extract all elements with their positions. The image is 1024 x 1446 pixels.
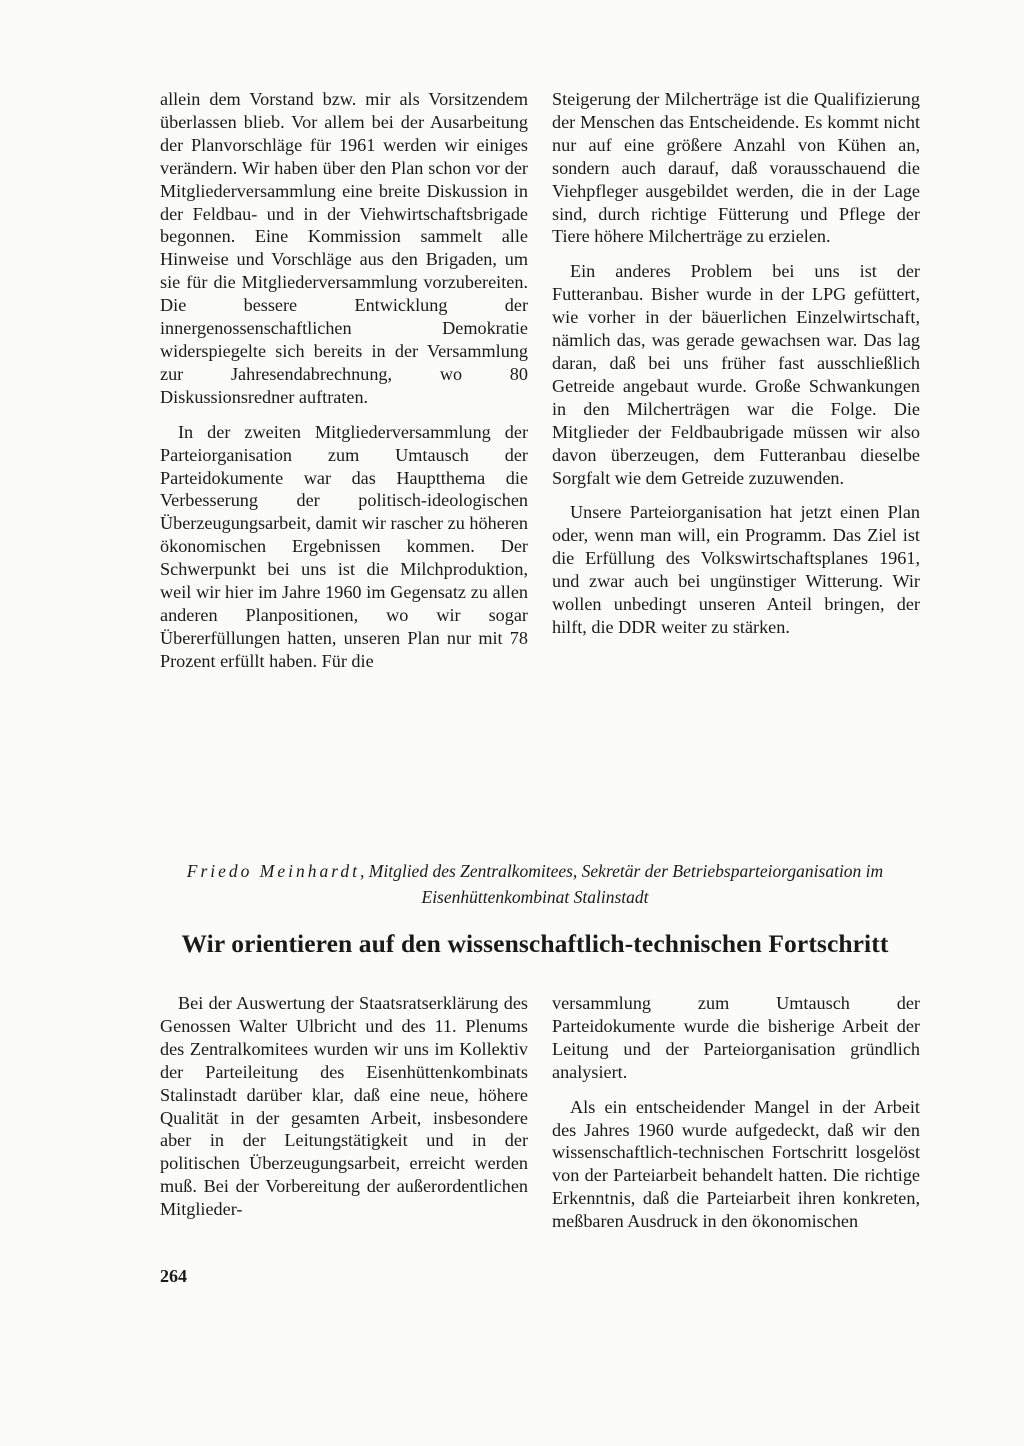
column-bottom-left [160,992,528,1233]
paragraph: Steigerung der Milcherträge ist die Qualifizierung der Menschen das Entscheidende. Es kommt nicht nur auf eine größere Anzahl von Kühen an, sondern auch darauf, daß vorausschauend die Viehpfleger ausgebildet werden, die in der Lage sind, durch richtige Fütterung und Pflege der Tiere höhere Milcherträge zu erzielen. [552,89,920,247]
column-bottom-right [552,992,920,1245]
column-top-right [552,88,920,651]
author-role: , Mitglied des Zentralkomitees, Sekretär der Betriebsparteiorganisation im Eisenhüttenkombinat Stalinstadt [360,861,884,907]
author-byline [150,858,920,910]
article-headline: Wir orientieren auf den wissenschaftlich-technischen Fortschritt [181,929,889,958]
author-name: Friedo Meinhardt [186,861,361,881]
paragraph: allein dem Vorstand bzw. mir als Vorsitzendem überlassen blieb. Vor allem bei der Ausarbeitung der Planvorschläge für 1961 werden wir einiges verändern. Wir haben über den Plan schon vor der Mitgliederversammlung eine breite Diskussion in der Feldbau- und in der Viehwirtschaftsbrigade begonnen. Eine Kommission sammelt alle Hinweise und Vorschläge aus den Brigaden, um sie für die Mitgliederversammlung vorzubereiten. Die bessere Entwicklung der innergenossenschaftlichen Demokratie widerspiegelte sich bereits in der Versammlung zur Jahresendabrechnung, wo 80 Diskussionsredner auftraten. [160,89,528,407]
paragraph: In der zweiten Mitgliederversammlung der Parteiorganisation zum Umtausch der Parteidokumente war das Hauptthema die Verbesserung der politisch-ideologischen Überzeugungsarbeit, damit wir rascher zu höheren ökonomischen Ergebnissen kommen. Der Schwerpunkt bei uns ist die Milchproduktion, weil wir hier im Jahre 1960 im Gegensatz zu allen anderen Planpositionen, wo wir sogar Übererfüllungen hatten, unseren Plan nur mit 78 Prozent erfüllt haben. Für die [160,421,528,671]
paragraph: Unsere Parteiorganisation hat jetzt einen Plan oder, wenn man will, ein Programm. Das Ziel ist die Erfüllung des Volkswirtschaftsplanes 1961, und zwar auch bei ungünstiger Witterung. Wir wollen unbedingt unseren Anteil bringen, der hilft, die DDR weiter zu stärken. [552,502,920,637]
paragraph: Ein anderes Problem bei uns ist der Futteranbau. Bisher wurde in der LPG gefüttert, wie vorher in der bäuerlichen Einzelwirtschaft, nämlich das, was gerade gewachsen war. Das lag daran, daß bei uns früher fast ausschließlich Getreide angebaut wurde. Große Schwankungen in den Milcherträgen war die Folge. Die Mitglieder der Feldbaubrigade müssen wir also davon überzeugen, dem Futteranbau dieselbe Sorgfalt wie dem Getreide zuzuwenden. [552,261,920,488]
paragraph: versammlung zum Umtausch der Parteidokumente wurde die bisherige Arbeit der Leitung und der Parteiorganisation gründlich analysiert. [552,993,920,1082]
page-number: 264 [160,1266,187,1286]
paragraph: Als ein entscheidender Mangel in der Arbeit des Jahres 1960 wurde aufgedeckt, daß wir den wissenschaftlich-technischen Fortschritt losgelöst von der Parteiarbeit behandelt hatten. Die richtige Erkenntnis, daß die Parteiarbeit ihren konkreten, meßbaren Ausdruck in den ökonomischen [552,1096,920,1232]
paragraph: Bei der Auswertung der Staatsratserklärung des Genossen Walter Ulbricht und des 11. Plenums des Zentralkomitees wurden wir uns im Kollektiv der Parteileitung des Eisenhüttenkombinats Stalinstadt darüber klar, daß eine neue, höhere Qualität in der gesamten Arbeit, insbesondere aber in der Leitungstätigkeit und in der politischen Überzeugungsarbeit, erreicht werden muß. Bei der Vorbereitung der außerordentlichen Mitglieder- [160,993,528,1220]
column-top-left [160,88,528,685]
